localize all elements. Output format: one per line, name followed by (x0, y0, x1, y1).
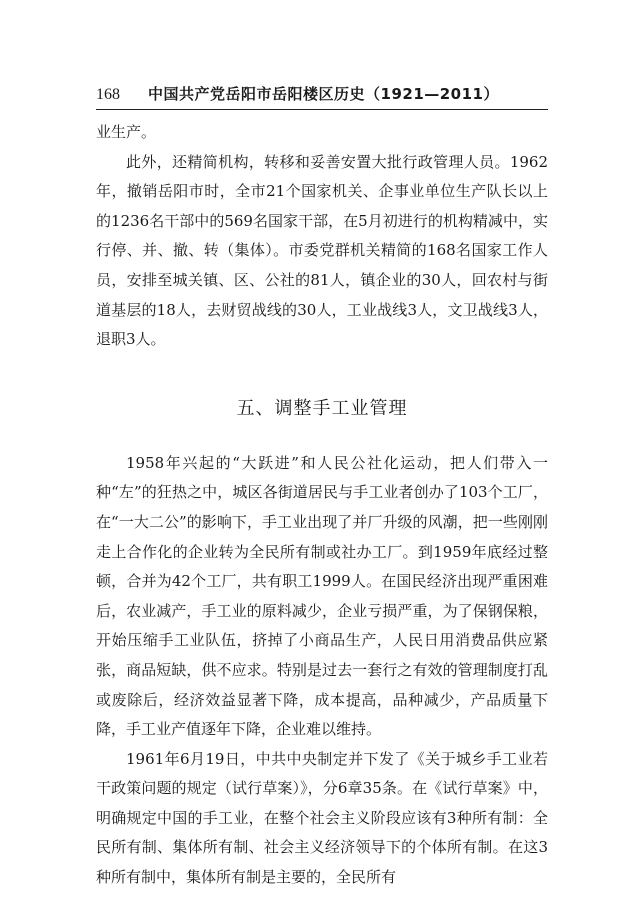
paragraph-streamlining: 此外，还精简机构，转移和妥善安置大批行政管理人员。1962年，撤销岳阳市时，全市21个国家机关、企事业单位生产队长以上的1236名干部中的569名国家干部，在5月初进行的机构精减中，实行停、并、撤、转（集体）。市委党群机关精简的168名国家工作人员，安排至城关镇、区、公社的81人，镇企业的30人，回农村与街道基层的18人，去财贸战线的30人，工业战线3人，文卫战线3人，退职3人。 (96, 152, 548, 349)
running-title: 中国共产党岳阳市岳阳楼区历史（1921—2011） (148, 85, 499, 103)
page-number: 168 (96, 86, 120, 103)
section-heading: 五、调整手工业管理 (236, 397, 408, 419)
paragraph-great-leap: 1958年兴起的“大跃进”和人民公社化运动，把人们带入一种“左”的狂热之中，城区各街道居民与手工业者创办了103个工厂，在“一大二公”的影响下，手工业出现了并厂升级的风潮，把一些刚刚走上合作化的企业转为全民所有制或社办工厂。到1959年底经过整顿，合并为42个工厂，共有职工1999人。在国民经济出现严重困难后，农业减产，手工业的原料减少，企业亏损严重，为了保钢保粮，开始压缩手工业队伍，挤掉了小商品生产，人民日用消费品供应紧张，商品短缺，供不应求。特别是过去一套行之有效的管理制度打乱或废除后，经济效益显著下降，成本提高，品种减少，产品质量下降，手工业产值逐年下降，企业难以维持。 (96, 453, 548, 739)
spacer (96, 355, 548, 369)
header-rule (96, 109, 548, 110)
paragraph-continued: 业生产。 (96, 123, 157, 141)
body-text (96, 118, 548, 893)
paragraph-1961-regulation: 1961年6月19日，中共中央制定并下发了《关于城乡手工业若干政策问题的规定（试行草案）》，分6章35条。在《试行草案》中，明确规定中国的手工业，在整个社会主义阶段应该有3种所有制：全民所有制、集体所有制、社会主义经济领导下的个体所有制。在这3种所有制中，集体所有制是主要的，全民所有 (96, 749, 548, 887)
page-header (96, 82, 548, 106)
